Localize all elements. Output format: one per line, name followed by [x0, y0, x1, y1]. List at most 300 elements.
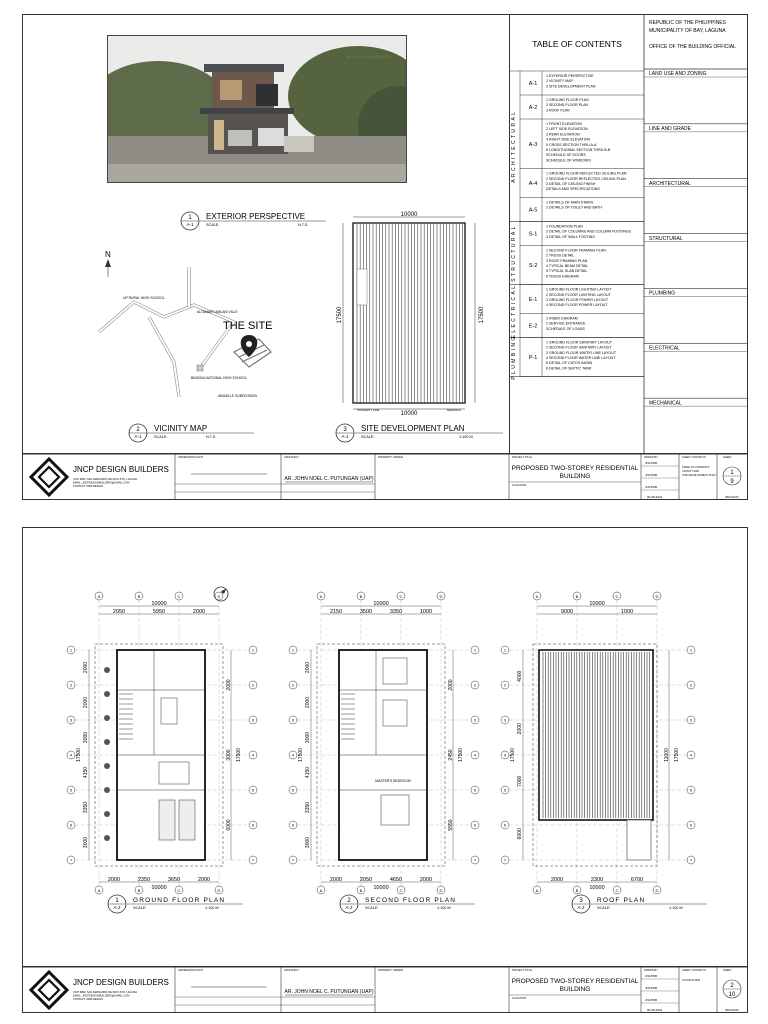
dimension-label: 2000	[305, 661, 311, 674]
table-of-contents-panel	[509, 15, 748, 453]
drawing-title: SECOND FLOOR PLAN	[365, 897, 457, 904]
grid-label: B	[137, 594, 141, 599]
dimension-label: 2000	[448, 679, 454, 691]
approval-section-label: MECHANICAL	[649, 400, 682, 407]
toc-item: 2 DETAIL OF COLUMNS AND COLUMN FOOTINGS	[546, 229, 631, 234]
firm-address: UNIT 3800, SAN FERNANDO DE DIOS STO. LAGUNA	[73, 478, 138, 481]
approval-header: OFFICE OF THE BUILDING OFFICIAL	[649, 44, 736, 50]
toc-item: 4 RIGHT SIDE ELEVATION	[546, 137, 591, 142]
project-title-line: PROPOSED TWO-STOREY RESIDENTIAL	[511, 465, 639, 472]
drawing-number: 1	[188, 215, 192, 221]
toc-item: 2 SECOND FLOOR PLAN	[546, 103, 589, 108]
approval-section-label: ARCHITECTURAL	[649, 180, 691, 187]
grid-label: D	[655, 594, 659, 599]
architect-name: AR. JOHN NOEL C. PUTUNGAN (UAP)	[284, 476, 374, 482]
grid-label: 2	[69, 682, 73, 688]
toc-item: 1 GROUND FLOOR SANITARY LAYOUT	[546, 340, 613, 345]
drawing-title: EXTERIOR PERSPECTIVE	[206, 212, 306, 221]
grid-label: 7	[291, 857, 295, 863]
location-label: LOCATION:	[512, 483, 527, 487]
grid-label: 1	[473, 647, 477, 653]
drawn-by-value: JNCPDB	[645, 473, 658, 477]
toc-item: 3 DETAIL OF CEILING FINISH	[546, 182, 596, 186]
grid-label: 6	[291, 822, 295, 828]
dimension-label: 2000	[305, 696, 311, 709]
toc-item: 1 EXTERIOR PERSPECTIVE	[546, 74, 594, 78]
drawing-title: SITE DEVELOPMENT PLAN	[361, 424, 465, 433]
approval-section-label: STRUCTURAL	[649, 235, 683, 242]
grid-label: C	[399, 594, 403, 599]
toc-item: 2 LEFT SIDE ELEVATION	[546, 127, 588, 132]
grid-label: 2	[291, 682, 295, 688]
dimension-label: 3000	[305, 836, 311, 849]
grid-label: A	[97, 594, 101, 599]
approval-section-label: ELECTRICAL	[649, 345, 680, 352]
dimension-label: 1000	[620, 609, 634, 615]
roof-plan	[497, 590, 707, 910]
grid-label: B	[575, 594, 579, 599]
toc-item: 3 SITE DEVELOPMENT PLAN	[546, 84, 596, 89]
grid-label: A	[319, 594, 323, 599]
site-development-plan	[335, 211, 495, 417]
shrub-icon	[104, 835, 110, 841]
toc-sheet-code: A-5	[528, 207, 538, 214]
toc-sheet-code: S-1	[528, 231, 538, 238]
grid-label: 3	[251, 717, 255, 723]
toc-item: 2 TRUSS DETAIL	[546, 253, 575, 258]
vicinity-map	[89, 247, 279, 407]
dimension-label: 2000	[329, 877, 343, 883]
toc-item: 4 TYPICAL BEAM DETAIL	[546, 264, 589, 268]
sheet-total: 10	[728, 992, 736, 998]
dimension-label: 4150	[83, 766, 89, 779]
toc-sheet-code: A-4	[528, 181, 538, 187]
grid-label: 4	[503, 752, 507, 758]
grid-label: D	[655, 888, 659, 893]
grid-label: 1	[503, 647, 507, 653]
toc-sheet-code: E-1	[528, 297, 538, 303]
exterior-perspective-title-block	[178, 211, 328, 233]
dimension-label: 3350	[305, 801, 311, 814]
grid-label: D	[217, 594, 221, 599]
grid-label: 3	[473, 717, 477, 723]
firm-address: CONTACT: 0996 DESIGN	[73, 485, 103, 488]
toc-item: 1 GROUND FLOOR LIGHTING LAYOUT	[546, 287, 612, 292]
toc-item: 3 ROOF PLAN	[546, 108, 570, 113]
shrub-icon	[104, 715, 110, 721]
toc-item: 2 VICINITY MAP	[546, 79, 573, 84]
shrub-icon	[104, 787, 110, 793]
drawing-title: GROUND FLOOR PLAN	[133, 897, 226, 904]
drawing-sheet-ref: A-2	[577, 905, 585, 910]
toc-item: 5 CROSS SECTION THRU A-A	[546, 142, 597, 147]
toc-item: 3 ROOF FRAMING PLAN	[546, 258, 588, 263]
dimension-label: 6000	[517, 828, 523, 840]
dimension-total: 17500	[458, 748, 464, 762]
dimension-label: 2000	[226, 679, 232, 691]
dimension-label: 2000	[419, 877, 433, 883]
dimension-label: 6000	[226, 819, 232, 831]
scale-label: SCALE:	[597, 906, 611, 910]
drawn-by-value: JNCPDB	[645, 461, 658, 465]
grid-label: A	[319, 888, 323, 893]
toc-item: 3 DETAIL OF WALL FOOTING	[546, 234, 596, 239]
toc-item: 5 TYPICAL SLAB DETAIL	[546, 269, 588, 274]
map-landmark-label: BINGSIA NATIONAL HIGH SCHOOL	[191, 376, 247, 380]
shrub-icon	[104, 763, 110, 769]
revision-label: REVISION	[725, 495, 739, 499]
grid-label: 4	[473, 752, 477, 758]
scale-label: SCALE:	[133, 906, 147, 910]
drawing-sheet-ref: A-2	[345, 905, 353, 910]
dimension-label: 2150	[329, 609, 343, 615]
scale-label: SCALE:	[361, 435, 375, 439]
car-icon	[179, 800, 195, 840]
grid-label: 6	[689, 822, 693, 828]
drawing-number: 3	[579, 898, 583, 904]
toc-item: 1 FOUNDATION PLAN	[546, 224, 583, 229]
toc-item: SCHEDULE OF LOADS	[546, 326, 585, 331]
dimension-label: 3500	[359, 609, 373, 615]
toc-item: 2 SERVICE ENTRANCE	[546, 321, 586, 326]
grid-label: A	[97, 888, 101, 893]
toc-item: 5 DETAIL OF CATCH BASIN	[546, 361, 593, 366]
drawing-sheet-ref: A-2	[113, 905, 121, 910]
grid-label: C	[177, 888, 181, 893]
dimension-label: 2000	[517, 723, 523, 735]
roof-plan-title-block	[569, 894, 709, 916]
project-title-line: PROPOSED TWO-STOREY RESIDENTIAL	[511, 978, 639, 985]
dimension-label: 1000	[419, 609, 433, 615]
dimension-label: 2300	[590, 877, 604, 883]
shrub-icon	[104, 691, 110, 697]
firm-logo-icon	[31, 972, 67, 1008]
title-block	[23, 453, 747, 500]
drawing-number: 3	[343, 427, 347, 433]
toc-item: 2 SECOND FLOOR SANITARY LAYOUT	[546, 345, 612, 350]
toc-sheet-code: A-3	[528, 141, 538, 148]
sheet-contents-value: VICINITY MAP	[682, 470, 700, 473]
project-title-line: BUILDING	[559, 473, 591, 480]
scale-value: 1:100 M	[459, 435, 473, 439]
location-label: LOCATION:	[512, 996, 527, 1000]
dimension-label: 2000	[83, 661, 89, 674]
firm-name: JNCP DESIGN BUILDERS	[73, 465, 169, 474]
dimension-label: 6700	[630, 877, 644, 883]
scale-value: 1:100 M	[437, 906, 451, 910]
drawn-by-value: JNCPDB	[645, 998, 658, 1002]
exterior-perspective-render	[107, 35, 407, 183]
tb-col-head: SHEET	[723, 456, 732, 459]
toc-sheet-code: A-1	[528, 81, 538, 87]
dimension-label: 3350	[389, 609, 403, 615]
dimension-label: 3650	[167, 877, 181, 883]
tb-col-head: PROJECT TITLE	[512, 969, 532, 972]
logo-diamond-inner	[39, 467, 59, 487]
dimension-label: 3000	[226, 749, 232, 761]
dimension-total: 10000	[589, 885, 605, 891]
revision-label: REVISION	[725, 1008, 739, 1012]
grid-label: 4	[251, 752, 255, 758]
grid-label: 6	[503, 822, 507, 828]
grid-label: 3	[69, 717, 73, 723]
tb-col-head: SHEET CONTENTS	[682, 456, 706, 459]
dimension-total: 10000	[373, 601, 389, 607]
toc-item: 4 SECOND FLOOR WATER LINE LAYOUT	[546, 356, 616, 360]
grid-label: 2	[473, 682, 477, 688]
drawing-sheet-ref: A-1	[134, 434, 142, 439]
toc-item: 1 FRONT ELEVATION	[546, 122, 582, 126]
room-label: MASTER'S BEDROOM	[375, 779, 411, 783]
drawing-number: 1	[115, 898, 119, 904]
grid-label: 2	[251, 682, 255, 688]
title-block-grid	[23, 967, 747, 1013]
logo-diamond	[31, 459, 67, 495]
grid-label: D	[439, 888, 443, 893]
dimension-label: 17500	[479, 306, 485, 324]
dimension-label: 2450	[448, 749, 454, 761]
photo-caption: JNCP | DESIGN BUILDERS	[346, 55, 390, 59]
toc-sheet-code: P-1	[528, 355, 538, 361]
toc-sheet-code: A-2	[528, 105, 538, 111]
dimension-total: 17500	[236, 748, 242, 762]
tb-col-head: DRAWN BY	[644, 456, 658, 459]
dimension-total: 17500	[510, 748, 516, 762]
grid-label: 3	[689, 717, 693, 723]
grid-label: C	[615, 594, 619, 599]
dimension-total: 17500	[674, 748, 680, 762]
table-of-contents-grid	[510, 15, 748, 453]
grid-label: 4	[689, 752, 693, 758]
toc-item: 3 GROUND FLOOR POWER LAYOUT	[546, 298, 609, 302]
grid-label: D	[439, 594, 443, 599]
the-site-label: THE SITE	[223, 320, 273, 332]
dimension-total: 10000	[373, 885, 389, 891]
grid-label: 7	[251, 857, 255, 863]
dimension-label: 4150	[305, 766, 311, 779]
drawing-sheet-ref: A-1	[341, 434, 349, 439]
architect-name: AR. JOHN NOEL C. PUTUNGAN (UAP)	[284, 989, 374, 995]
drawing-sheet-2	[22, 527, 748, 1013]
dimension-label: 2000	[197, 877, 211, 883]
toc-sheet-code: S-2	[528, 263, 538, 269]
dimension-label: 10000	[400, 411, 418, 417]
tb-col-head: PROJECT TITLE	[512, 456, 532, 459]
dimension-label: 17500	[337, 306, 343, 324]
approval-section-label: PLUMBING	[649, 290, 676, 297]
shrub-icon	[104, 811, 110, 817]
firm-address: EMAIL: JNCPDESIGNBUILDERS@GMAIL.COM	[73, 481, 130, 485]
grid-label: 1	[291, 647, 295, 653]
tb-col-head: OWNER/APPLICANT	[178, 969, 204, 972]
grid-label: 5	[251, 787, 255, 793]
ground-floor-plan	[63, 590, 263, 910]
lower-roof	[627, 820, 651, 860]
tb-col-head: ARCHITECT	[284, 969, 299, 972]
tb-col-head: PROPERTY OWNER	[378, 456, 403, 459]
grid-label: D	[217, 888, 221, 893]
grid-label: 7	[689, 857, 693, 863]
toc-item: SCHEDULE OF DOORS	[546, 153, 586, 158]
sidewalk-label: SIDEWALK	[446, 408, 461, 412]
dimension-label: 9000	[560, 609, 574, 615]
project-title-line: BUILDING	[559, 986, 591, 993]
second-floor-plan	[285, 590, 485, 910]
tb-col-head: DRAWN BY	[644, 969, 658, 972]
sheet-contents-value: TABLE OF CONTENTS	[682, 466, 710, 469]
sheet-contents-value: FLOOR PLANS	[682, 979, 701, 982]
dimension-label: 2000	[107, 877, 121, 883]
grid-label: 2	[503, 682, 507, 688]
dimension-label: 2000	[192, 609, 206, 615]
firm-logo-icon	[31, 459, 67, 495]
grid-label: 6	[251, 822, 255, 828]
scale-value: N.T.S.	[206, 435, 217, 439]
grid-label: 1	[689, 647, 693, 653]
grid-label: 1	[69, 647, 73, 653]
dimension-label: 5950	[152, 609, 166, 615]
dimension-label: 3350	[83, 801, 89, 814]
firm-address: EMAIL: JNCPDESIGNBUILDERS@GMAIL.COM	[73, 994, 130, 998]
dimension-label: 4650	[389, 877, 403, 883]
grid-label: 6	[69, 822, 73, 828]
property-line-label: PROPERTY LINE	[357, 408, 380, 412]
drawing-number: 2	[136, 427, 140, 433]
date-value: 06-08-2022	[647, 495, 663, 499]
grid-label: 5	[503, 787, 507, 793]
dimension-label: 2050	[359, 877, 373, 883]
scale-label: SCALE:	[206, 223, 220, 227]
sheet-total: 9	[730, 479, 734, 485]
ground-floor-plan-title-block	[105, 894, 245, 916]
grid-label: C	[399, 888, 403, 893]
tb-col-head: ARCHITECT	[284, 456, 299, 459]
second-floor-plan-title-block	[337, 894, 477, 916]
tb-col-head: SHEET	[723, 969, 732, 972]
grid-label: 3	[503, 717, 507, 723]
firm-address: CONTACT: 0996 DESIGN	[73, 998, 103, 1001]
grid-label: 5	[291, 787, 295, 793]
grid-label: B	[137, 888, 141, 893]
toc-title: TABLE OF CONTENTS	[532, 39, 622, 49]
toc-item: 1 SECOND FLOOR FRAMING PLAN	[546, 248, 606, 253]
drawn-by-value: JNCPDB	[645, 986, 658, 990]
grid-label: A	[535, 888, 539, 893]
sheet-number: 1	[730, 470, 734, 476]
toc-item: 1 GROUND FLOOR REFLECTED CEILING PLAN	[546, 171, 627, 176]
toc-item: 2 SECOND FLOOR LIGHTING LAYOUT	[546, 292, 611, 297]
toc-item: 6 DETAIL OF SEPTIC TANK	[546, 366, 592, 371]
approval-section-label: LAND USE AND ZONING	[649, 71, 707, 78]
toc-section-label: PLUMBING	[511, 334, 517, 380]
drawing-title: ROOF PLAN	[597, 897, 646, 904]
car-icon	[159, 800, 175, 840]
dimension-total: 17500	[76, 748, 82, 762]
grid-label: 1	[251, 647, 255, 653]
grid-label: 5	[689, 787, 693, 793]
dimension-total: 17500	[298, 748, 304, 762]
grid-label: 3	[291, 717, 295, 723]
dimension-label: 5550	[448, 819, 454, 831]
shrub-icon	[104, 667, 110, 673]
vicinity-map-title-block	[126, 423, 256, 445]
dimension-label: 11000	[664, 748, 670, 762]
dimension-label: 2000	[83, 696, 89, 709]
toc-item: 3 REAR ELEVATION	[546, 132, 580, 137]
toc-item: 2 DETAILS OF TOILET AND BATH	[546, 205, 602, 210]
grid-label: B	[359, 888, 363, 893]
dimension-total: 10000	[589, 601, 605, 607]
grid-label: 2	[689, 682, 693, 688]
dimension-label: 2050	[112, 609, 126, 615]
grid-label: 7	[503, 857, 507, 863]
toc-item: 1 GROUND FLOOR PLAN	[546, 98, 589, 102]
dimension-label: 2350	[137, 877, 151, 883]
logo-diamond-inner	[39, 980, 59, 1000]
scale-label: SCALE:	[154, 435, 168, 439]
grid-label: 7	[473, 857, 477, 863]
map-landmark-label: ABASILLE SUBDIVISION	[218, 394, 257, 398]
north-label: N	[105, 250, 111, 259]
tb-col-head: SHEET CONTENTS	[682, 969, 706, 972]
dimension-label: 10000	[400, 212, 418, 218]
grid-label: 5	[473, 787, 477, 793]
dimension-label: 3000	[83, 731, 89, 744]
grid-label: B	[359, 594, 363, 599]
drawing-title: VICINITY MAP	[154, 424, 208, 433]
date-value: 06-08-2022	[647, 1008, 663, 1012]
toc-item: 2 SECOND FLOOR REFLECTED CEILING PLAN	[546, 176, 626, 181]
drawing-sheet-1	[22, 14, 748, 500]
firm-address: UNIT 3800, SAN FERNANDO DE DIOS STO. LAGUNA	[73, 991, 138, 994]
grid-label: A	[535, 594, 539, 599]
toc-item: 1 DETAILS OF MAIN STAIRS	[546, 200, 594, 205]
scale-value: 1:100 M	[669, 906, 683, 910]
grid-label: 4	[291, 752, 295, 758]
firm-name: JNCP DESIGN BUILDERS	[73, 978, 169, 987]
tb-col-head: OWNER/APPLICANT	[178, 456, 204, 459]
toc-item: 6 TRUSS DIAGRAM	[546, 274, 579, 279]
toc-item: DETAILS AND SPECIFICATIONS	[546, 187, 600, 192]
toc-item: 1 RISER DIAGRAM	[546, 316, 578, 321]
grid-label: 6	[473, 822, 477, 828]
dimension-label: 7000	[517, 775, 523, 787]
drawing-sheet-ref: A-1	[186, 222, 194, 227]
toc-section-label: ELECTRICAL	[511, 283, 517, 339]
toc-item: 6 LONGITUDINAL SECTION THRU B-B	[546, 148, 611, 152]
toc-section-label: ARCHITECTURAL	[511, 109, 517, 183]
scale-value: 1:100 M	[205, 906, 219, 910]
title-block-grid	[23, 454, 747, 500]
sheet-number: 2	[730, 983, 734, 989]
grid-label: C	[177, 594, 181, 599]
grid-label: C	[615, 888, 619, 893]
dimension-label: 3000	[305, 731, 311, 744]
dimension-label: 3000	[83, 836, 89, 849]
grid-label: 7	[69, 857, 73, 863]
map-landmark-label: UP RURAL HIGH SCHOOL	[123, 296, 165, 300]
approval-section-label: LINE AND GRADE	[649, 126, 691, 133]
tb-col-head: PROPERTY OWNER	[378, 969, 403, 972]
dimension-label: 2000	[550, 877, 564, 883]
toc-item: 4 SECOND FLOOR POWER LAYOUT	[546, 303, 608, 308]
grid-label: 5	[69, 787, 73, 793]
drawing-number: 2	[347, 898, 351, 904]
drawn-by-value: JNCPDB	[645, 974, 658, 978]
shrub-icon	[104, 739, 110, 745]
logo-diamond	[31, 972, 67, 1008]
scale-value: N.T.S.	[298, 223, 309, 227]
